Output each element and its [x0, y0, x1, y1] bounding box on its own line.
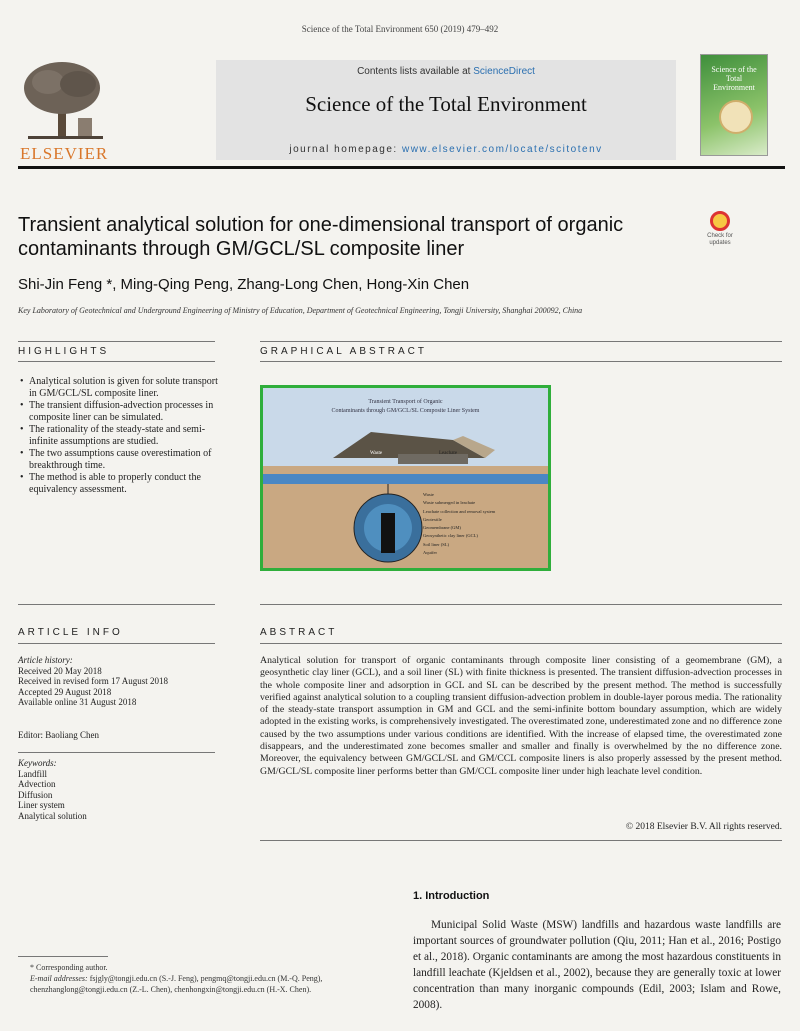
highlight-item: • The transient diffusion-advection processes in composite liner can be simulated. — [18, 400, 223, 424]
introduction-text: Municipal Solid Waste (MSW) landfills and hazardous waste landfills are important sources of groundwater pollution (Qiu, 2011; Han et al., 2016; Postigo et al., 2018). Organic contaminants are among the most hazardous constituents in landfill leachate (Kjeldsen et al., 2002), because they are generally toxic at lower concentration than many inorganic compounds (Edil, 2003; Islam and Rowe, 2008). — [413, 919, 781, 1011]
history-item: Accepted 29 August 2018 — [18, 686, 112, 697]
ga-title-line2: Contaminants through GM/GCL/SL Composite Liner System — [331, 408, 480, 414]
keywords-label: Keywords: — [18, 758, 57, 768]
crossmark-label: Check for updates — [707, 233, 733, 246]
ga-layer-label: Leachate collection and removal system — [423, 508, 496, 514]
check-for-updates-button[interactable] — [700, 211, 740, 247]
ga-layer-label: Waste — [423, 492, 434, 497]
journal-cover[interactable] — [700, 54, 768, 156]
elsevier-tree-icon — [18, 60, 113, 140]
highlights-heading: HIGHLIGHTS — [18, 346, 110, 357]
highlights-rule-bottom — [18, 361, 215, 362]
journal-name: Science of the Total Environment — [305, 92, 587, 116]
aquifer-band — [263, 474, 548, 484]
highlight-item: • The rationality of the steady-state and semi-infinite assumptions are studied. — [18, 424, 223, 448]
ga-rule-bottom — [260, 361, 782, 362]
ga-layer-labels — [423, 491, 495, 557]
graphical-abstract-heading: GRAPHICAL ABSTRACT — [260, 346, 427, 357]
cover-title: Science of the Total Environment — [711, 65, 757, 92]
corresponding-author: * Corresponding author. — [30, 963, 108, 972]
crossmark-icon — [710, 211, 730, 231]
keyword: Landfill — [18, 768, 47, 779]
highlight-item: • The two assumptions cause overestimation of breakthrough time. — [18, 448, 223, 472]
ga-layer-label: Geosynthetic clay liner (GCL) — [423, 533, 478, 539]
copyright: © 2018 Elsevier B.V. All rights reserved. — [625, 822, 782, 832]
keyword: Diffusion — [18, 789, 53, 800]
keyword: Advection — [18, 779, 56, 789]
introduction-heading: 1. Introduction — [413, 890, 490, 902]
keyword: Liner system — [18, 800, 65, 810]
highlight-item: • Analytical solution is given for solute transport in GM/GCL/SL composite liner. — [18, 376, 223, 400]
editor-rule — [18, 752, 215, 753]
abstract-heading: ABSTRACT — [260, 627, 338, 638]
article-info-rule — [18, 643, 215, 644]
history-item: Available online 31 August 2018 — [18, 697, 137, 707]
footnote — [18, 962, 388, 995]
article-info-heading: ARTICLE INFO — [18, 627, 123, 638]
ga-layer-label: Soil liner (SL) — [423, 541, 449, 547]
abstract-rule — [260, 643, 782, 644]
history-item: Received 20 May 2018 — [18, 665, 102, 676]
history-label: Article history: — [18, 655, 73, 665]
graphical-abstract-figure[interactable] — [260, 385, 551, 571]
footnote-rule — [18, 956, 108, 957]
article-history — [18, 655, 168, 708]
article-title: Transient analytical solution for one-dimensional transport of organic contaminants through GM/GCL/SL composite liner — [18, 214, 624, 260]
email-addresses — [18, 973, 388, 995]
elsevier-logo[interactable] — [18, 60, 113, 168]
highlights-list — [18, 376, 223, 496]
keyword: Analytical solution — [18, 810, 87, 821]
keywords — [18, 758, 87, 821]
history-item: Received in revised form 17 August 2018 — [18, 676, 168, 686]
journal-banner — [216, 60, 676, 160]
ga-layer-label: Waste submerged in leachate — [423, 500, 476, 506]
journal-reference: Science of the Total Environment 650 (2019) 479–492 — [301, 24, 499, 34]
abstract-text: Analytical solution for transport of organic contaminants through composite liner consisting of a geomembrane (GM), a geosynthetic clay liner (GCL), and a soil liner (SL) with finite thickness is presented. The transient diffusion-advection processes in the whole composite liner and adsorption in GCL and SL can be described by the present method. The method is successfully verified against analytical solution to a coupling transient diffusion-advection problem in double-layer porous media. The rationality of the steady-state transport assumption in GM and GCL and the semi-infinite bottom boundary assumption, which are widely adopted in the existing works, is comprehensively investigated. The overestimated zone, underestimated zone and no difference zone caused by the two assumptions under various conditions are identified. With the increase of elapsed time, the overestimated zone disappears, and the underestimated zone becomes smaller and smaller and finally is overwhelmed by the no difference zone. Moreover, the equivalency between GM/GCL/SL and GM/CCL composite liners is also properly assessed by the present method. GM/GCL/SL composite liner performs better than GM/CCL composite liner under high leachate level condition. — [260, 655, 782, 777]
ga-layer-label: Geomembrane (GM) — [423, 525, 461, 531]
ga-layer-label: Aquifer — [423, 550, 437, 556]
highlight-item: • The method is able to properly conduct the equivalency assessment. — [18, 472, 223, 496]
sciencedirect-link[interactable]: ScienceDirect — [473, 66, 535, 77]
email-label: E-mail addresses: — [30, 974, 88, 983]
ga-layer-label: Geotextile — [423, 516, 442, 522]
contaminant-plume — [381, 513, 395, 553]
email-list[interactable]: fsjgly@tongji.edu.cn (S.-J. Feng), pengmq@tongji.edu.cn (M.-Q. Peng), chenzhanglong@tongji.edu.cn (Z.-L. Chen), chenhongxin@tongji.edu.cn (H.-X. Chen). — [30, 974, 323, 994]
leachate-pool — [398, 454, 468, 464]
editor: Editor: Baoliang Chen — [18, 730, 99, 740]
contents-line — [216, 66, 676, 77]
header-rule — [18, 166, 785, 169]
cover-image — [719, 100, 753, 134]
ga-label-waste: Waste — [370, 451, 383, 456]
abstract-end-rule — [260, 840, 782, 841]
ga-label-leachate: Leachate — [439, 451, 458, 456]
journal-header — [18, 60, 785, 168]
contents-prefix: Contents lists available at — [357, 66, 474, 77]
highlights-rule-top — [18, 341, 215, 342]
journal-homepage — [216, 144, 676, 155]
homepage-link[interactable]: www.elsevier.com/locate/scitotenv — [401, 144, 603, 155]
affiliation: Key Laboratory of Geotechnical and Underground Engineering of Ministry of Education, Department of Geotechnical Engineering, Tongji University, Shanghai 200092, China — [18, 306, 583, 315]
authors: Shi-Jin Feng *, Ming-Qing Peng, Zhang-Long Chen, Hong-Xin Chen — [18, 276, 470, 293]
homepage-prefix: journal homepage: — [289, 144, 402, 155]
publisher-name: ELSEVIER — [20, 144, 109, 163]
ga-rule-top — [260, 341, 782, 342]
ga-title-line1: Transient Transport of Organic — [368, 399, 443, 405]
ga-end-rule — [260, 604, 782, 605]
landfill-diagram — [263, 388, 548, 568]
highlights-end-rule — [18, 604, 215, 605]
